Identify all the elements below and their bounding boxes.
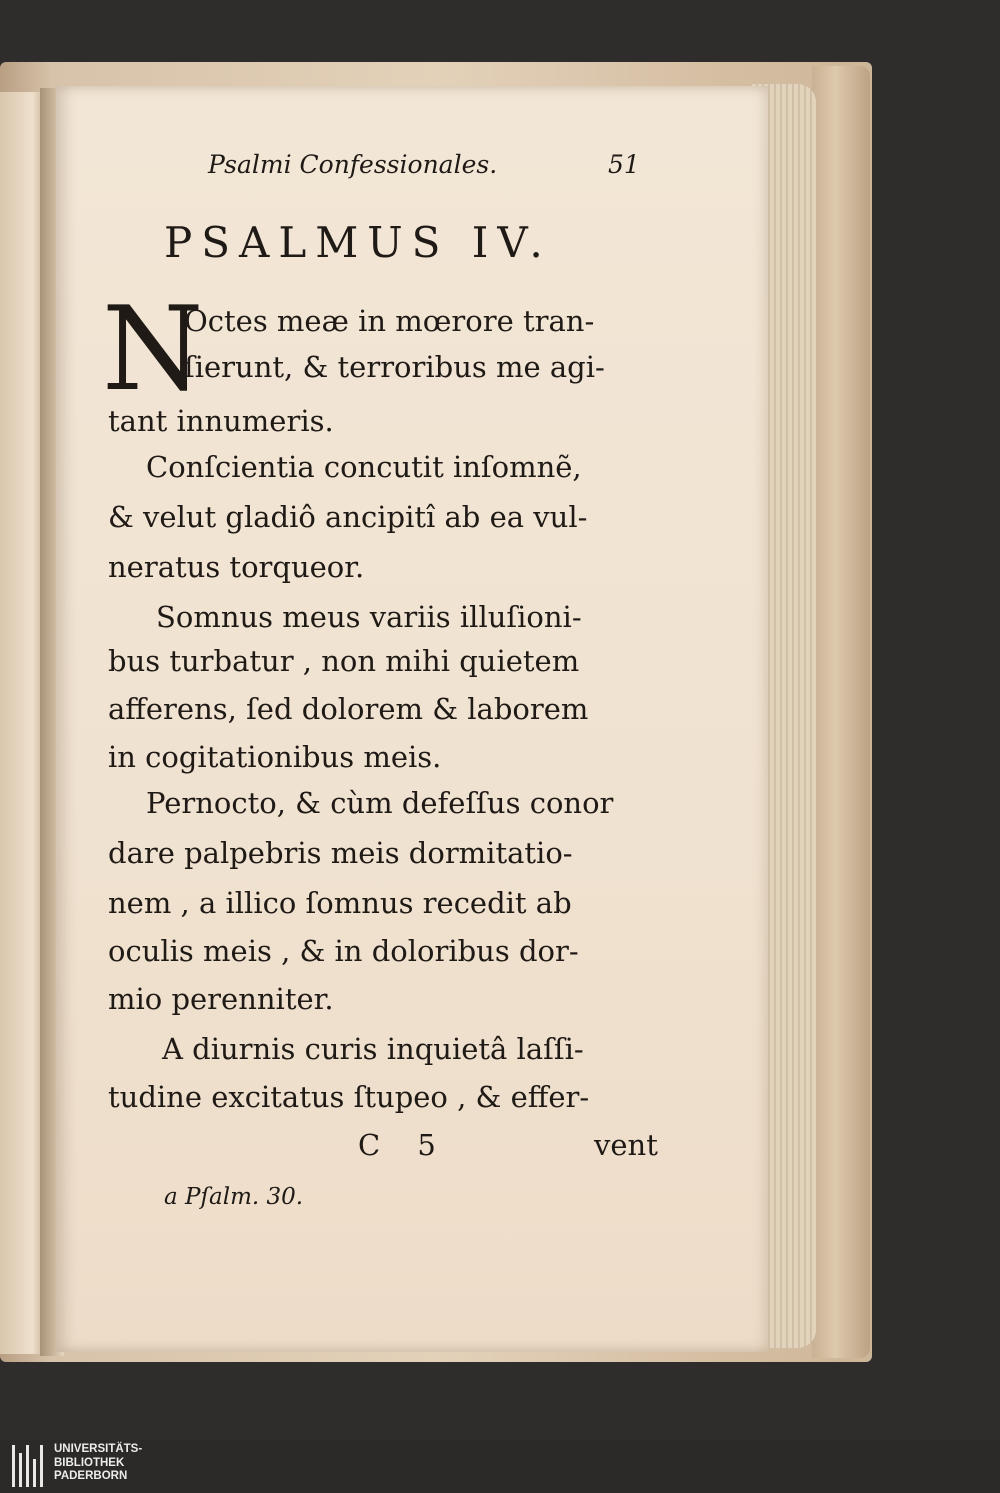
text-line-first-1: Octes meæ in mœrore tran- (184, 304, 595, 338)
text-line: mio perenniter. (108, 982, 334, 1016)
text-line: tant innumeris. (108, 404, 334, 438)
psalm-title: PSALMUS IV. (164, 218, 552, 267)
text-line: & velut gladiô ancipitî ab ea vul- (108, 500, 588, 534)
text-line: in cogitationibus meis. (108, 740, 442, 774)
text-line: A diurnis curis inquietâ laſſi- (162, 1032, 584, 1066)
text-line: afferens, ſed dolorem & laborem (108, 692, 589, 726)
signature-mark: C 5 (358, 1128, 450, 1162)
text-line: neratus torqueor. (108, 550, 365, 584)
page-number: 51 (608, 150, 640, 179)
library-logo-text (54, 1443, 142, 1484)
footnote: a Pſalm. 30. (164, 1184, 304, 1210)
running-head: Psalmi Confessionales. (208, 150, 498, 179)
text-line: Somnus meus variis illuſioni- (156, 600, 582, 634)
logo-line-3: PADERBORN (54, 1470, 128, 1482)
catchword: vent (594, 1128, 658, 1162)
drop-cap: N (102, 282, 204, 417)
text-line: oculis meis , & in doloribus dor- (108, 934, 579, 968)
text-line-first-2: ſierunt, & terroribus me agi- (184, 350, 605, 384)
text-line: bus turbatur , non mihi quietem (108, 644, 580, 678)
text-line: dare palpebris meis dormitatio- (108, 836, 573, 870)
footer-bar (0, 1440, 1000, 1493)
text-line: Conſcientia concutit inſomnẽ, (146, 450, 582, 484)
text-line: Pernocto, & cùm defeſſus conor (146, 786, 614, 820)
library-logo-icon (12, 1445, 46, 1487)
book-fore-edge-binding (812, 66, 870, 1358)
logo-line-1: UNIVERSITÄTS- (54, 1443, 143, 1455)
text-line: tudine excitatus ſtupeo , & effer- (108, 1080, 590, 1114)
text-line: nem , a illico ſomnus recedit ab (108, 886, 572, 920)
logo-line-2: BIBLIOTHEK (54, 1456, 125, 1469)
